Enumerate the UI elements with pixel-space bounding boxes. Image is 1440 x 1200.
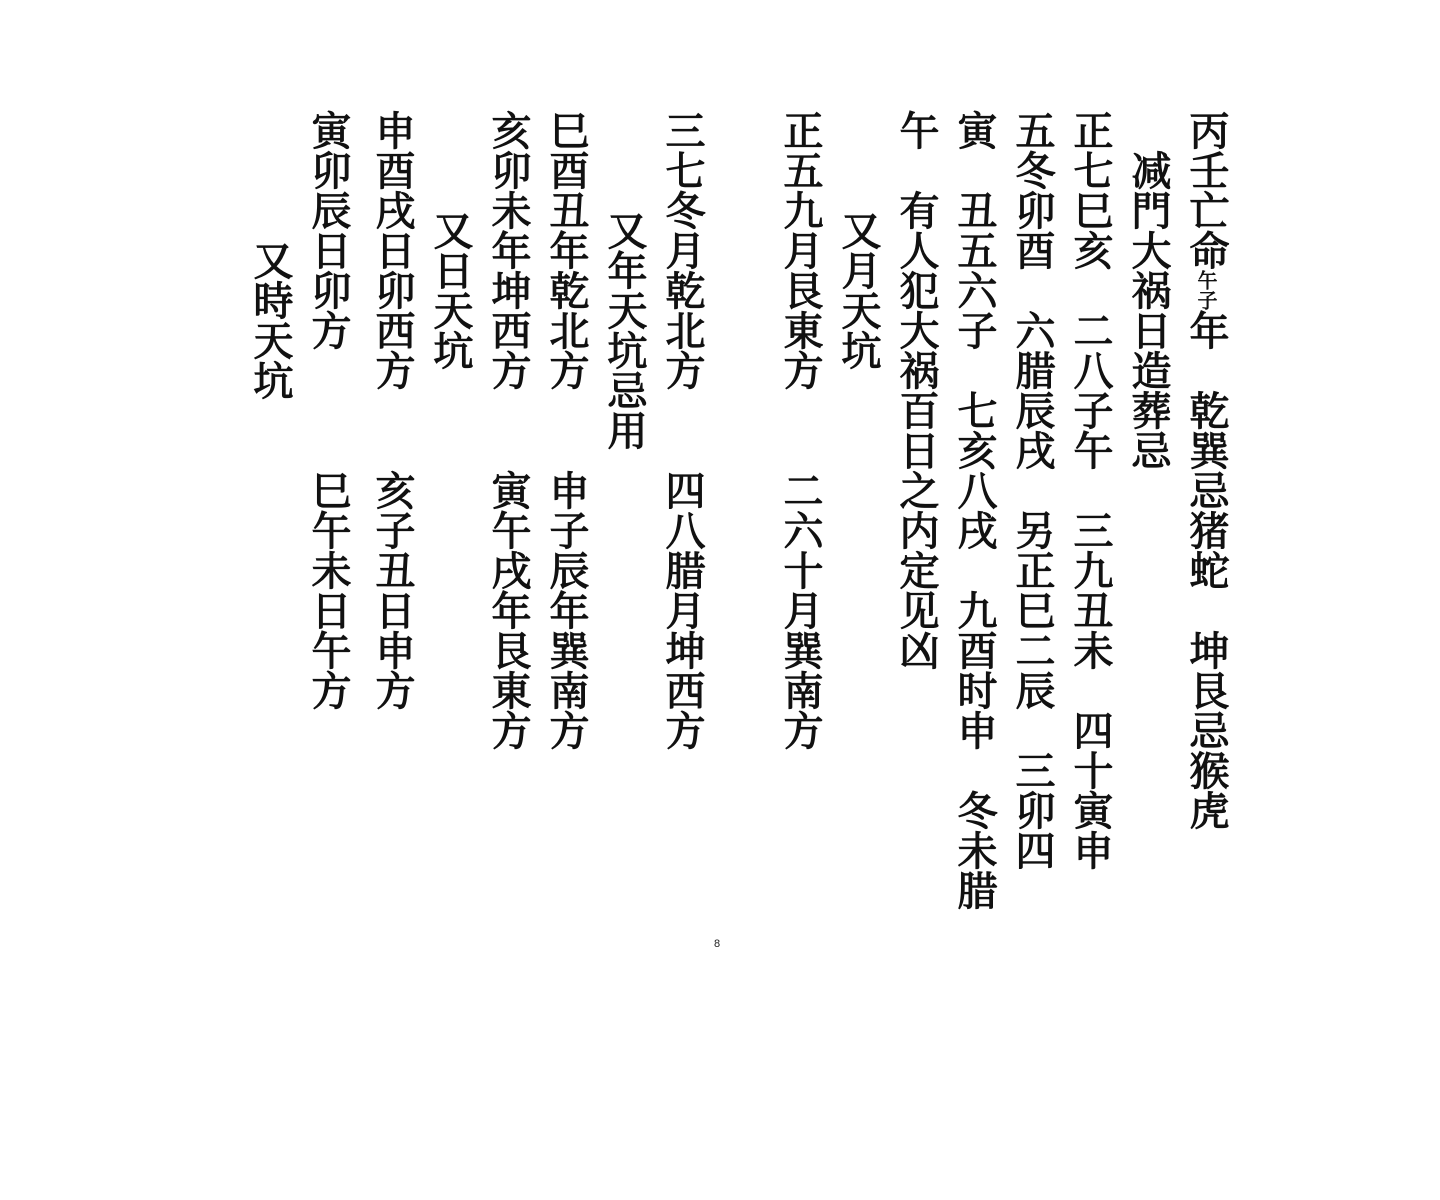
- column-7: 又月天坑: [835, 170, 882, 370]
- column-2: 减門大祸日造葬忌: [1125, 110, 1172, 470]
- column-9: 三七冬月乾北方 四八腊月坤西方: [659, 110, 706, 750]
- column-1-rest: 年 乾巽忌猪蛇 坤艮忌猴虎: [1183, 310, 1230, 830]
- column-8: 正五九月艮東方 二六十月巽南方: [777, 110, 824, 750]
- column-3: 正七巳亥 二八子午 三九丑未 四十寅申: [1067, 110, 1114, 870]
- column-13: 又日天坑: [427, 170, 474, 370]
- column-1-small-annotation: 午子: [1194, 270, 1218, 310]
- column-14: 申酉戌日卯西方 亥子丑日申方: [369, 110, 416, 710]
- column-12: 亥卯未年坤西方 寅午戌年艮東方: [485, 110, 532, 750]
- column-6: 午 有人犯大祸百日之内定见凶: [893, 110, 940, 670]
- column-4: 五冬卯酉 六腊辰戌 另正巳二辰 三卯四: [1009, 110, 1056, 870]
- column-15: 寅卯辰日卯方 巳午未日午方: [305, 110, 352, 710]
- page-number: 8: [714, 938, 721, 950]
- column-5: 寅 丑五六子 七亥八戌 九酉时申 冬未腊: [951, 110, 998, 910]
- column-16: 又時天坑: [247, 200, 294, 400]
- column-1-main: 丙壬亡命: [1183, 110, 1230, 270]
- column-11: 巳酉丑年乾北方 申子辰年巽南方: [543, 110, 590, 750]
- column-10: 又年天坑忌用: [601, 170, 648, 450]
- column-1: [1184, 110, 1228, 1110]
